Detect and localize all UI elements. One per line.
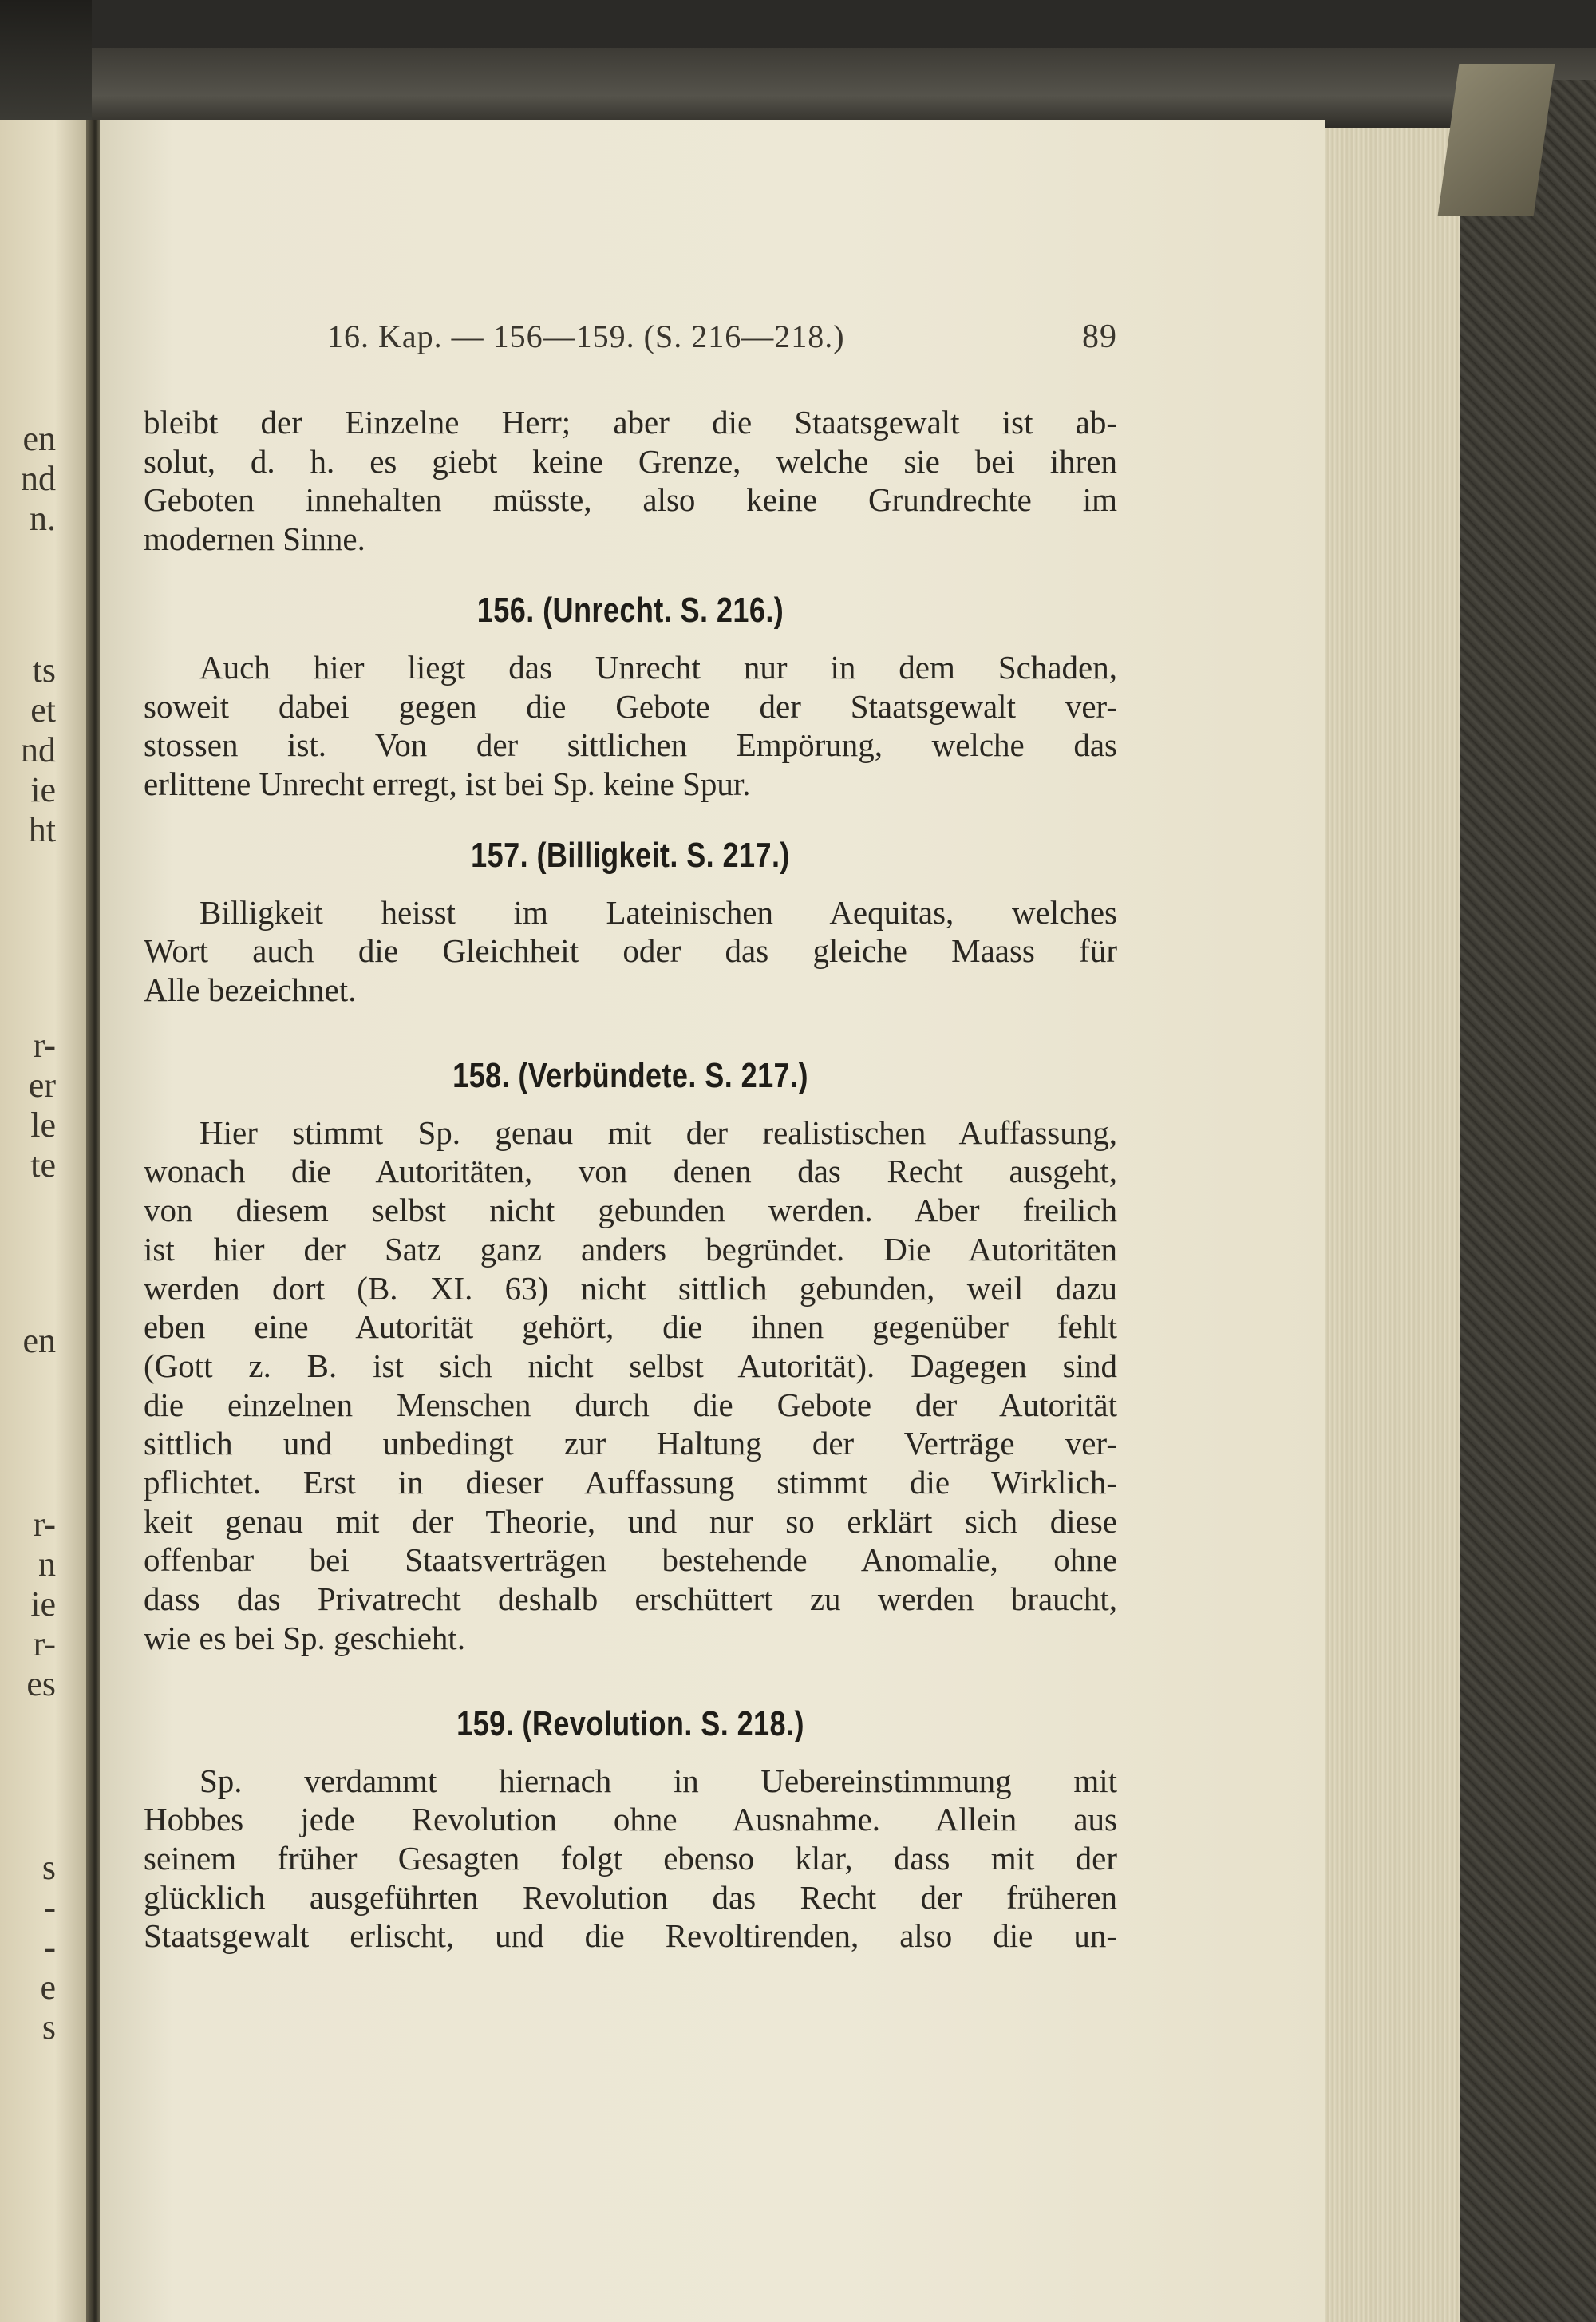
left-page-fragment: es <box>26 1664 56 1703</box>
text-line: Billigkeit heisst im Lateinischen Aequitas, welches <box>200 893 1117 931</box>
text-line: keit genau mit der Theorie, und nur so erklärt sich diese <box>144 1502 1117 1540</box>
chapter-header: 16. Kap. — 156—159. (S. 216—218.) <box>327 318 845 354</box>
left-page-fragment: s <box>41 1848 56 1887</box>
text-line: modernen Sinne. <box>144 520 365 558</box>
left-page-fragment: le <box>30 1106 56 1145</box>
text-line: dass das Privatrecht deshalb erschüttert zu werden braucht, <box>144 1580 1117 1618</box>
left-page-fragment: ht <box>28 810 56 849</box>
text-line: Staatsgewalt erlischt, und die Revoltirenden, also die un- <box>144 1917 1117 1955</box>
left-page-fragment: r- <box>33 1624 56 1663</box>
text-line: sittlich und unbedingt zur Haltung der Verträge ver- <box>144 1425 1117 1462</box>
text-line: bleibt der Einzelne Herr; aber die Staatsgewalt ist ab- <box>144 404 1117 441</box>
left-page-fragment: - <box>44 1888 56 1927</box>
page-number: 89 <box>1082 318 1117 355</box>
book-cover-top <box>92 48 1596 128</box>
text-line: (Gott z. B. ist sich nicht selbst Autorität). Dagegen sind <box>144 1347 1117 1384</box>
text-line: Hier stimmt Sp. genau mit der realistischen Auffassung, <box>200 1114 1117 1151</box>
text-line: Auch hier liegt das Unrecht nur in dem Schaden, <box>200 648 1117 686</box>
section-159-paragraph <box>144 1762 1117 1956</box>
text-line: werden dort (B. XI. 63) nicht sittlich gebunden, weil dazu <box>144 1269 1117 1307</box>
left-page-fragment: en <box>22 419 56 458</box>
left-page-fragment: et <box>30 690 56 730</box>
text-line: wonach die Autoritäten, von denen das Recht ausgeht, <box>144 1153 1117 1190</box>
left-page-fragment: nd <box>21 730 56 769</box>
left-page-fragment: te <box>30 1145 56 1185</box>
left-page-fragment: ie <box>30 770 56 809</box>
section-heading-157: 157. (Billigkeit. S. 217.) <box>471 835 790 875</box>
text-line: Geboten innehalten müsste, also keine Grundrechte im <box>144 481 1117 519</box>
text-line: soweit dabei gegen die Gebote der Staatsgewalt ver- <box>144 687 1117 725</box>
text-line: wie es bei Sp. geschieht. <box>144 1619 466 1656</box>
left-page-fragment: e <box>40 1968 56 2007</box>
left-page-fragment: er <box>28 1066 56 1105</box>
section-157-paragraph <box>144 893 1117 1010</box>
running-head <box>327 318 1117 366</box>
left-page-fragment: r- <box>33 1505 56 1544</box>
text-line: glücklich ausgeführten Revolution das Recht der früheren <box>144 1878 1117 1916</box>
text-line: eben eine Autorität gehört, die ihnen gegenüber fehlt <box>144 1308 1117 1346</box>
text-line: stossen ist. Von der sittlichen Empörung, welche das <box>144 726 1117 764</box>
text-line: ist hier der Satz ganz anders begründet. Die Autoritäten <box>144 1230 1117 1268</box>
left-facing-page <box>0 120 92 2322</box>
intro-paragraph <box>144 403 1117 559</box>
text-line: erlittene Unrecht erregt, ist bei Sp. keine Spur. <box>144 765 751 802</box>
section-heading-159: 159. (Revolution. S. 218.) <box>456 1703 804 1743</box>
section-heading-156: 156. (Unrecht. S. 216.) <box>476 590 784 630</box>
left-page-fragment: ie <box>30 1584 56 1624</box>
section-heading-158: 158. (Verbündete. S. 217.) <box>452 1055 808 1095</box>
left-page-fragment: ts <box>32 651 56 690</box>
left-page-fragment: - <box>44 1928 56 1967</box>
text-line: offenbar bei Staatsverträgen bestehende Anomalie, ohne <box>144 1541 1117 1579</box>
left-page-fragment: n <box>38 1545 56 1584</box>
page-body <box>144 403 1117 1956</box>
section-158-paragraph <box>144 1114 1117 1658</box>
text-line: Wort auch die Gleichheit oder das gleiche Maass für <box>144 932 1117 970</box>
text-line: von diesem selbst nicht gebunden werden. Aber freilich <box>144 1192 1117 1229</box>
left-page-fragment: s <box>41 2008 56 2047</box>
text-line: Hobbes jede Revolution ohne Ausnahme. Allein aus <box>144 1801 1117 1838</box>
section-156-paragraph <box>144 648 1117 804</box>
book-spine-left <box>0 0 92 120</box>
text-line: die einzelnen Menschen durch die Gebote der Autorität <box>144 1386 1117 1423</box>
text-line: pflichtet. Erst in dieser Auffassung stimmt die Wirklich- <box>144 1464 1117 1501</box>
left-page-fragment: n. <box>30 499 56 538</box>
left-page-fragment: en <box>22 1321 56 1360</box>
left-page-fragment: nd <box>21 459 56 498</box>
text-line: solut, d. h. es giebt keine Grenze, welche sie bei ihren <box>144 442 1117 480</box>
book-cover-right <box>1456 80 1596 2322</box>
left-page-fragment: r- <box>33 1026 56 1065</box>
page-block-edge <box>1313 128 1460 2322</box>
text-line: Alle bezeichnet. <box>144 971 357 1009</box>
text-line: Sp. verdammt hiernach in Uebereinstimmung mit <box>200 1762 1117 1799</box>
text-line: seinem früher Gesagten folgt ebenso klar, dass mit der <box>144 1839 1117 1877</box>
